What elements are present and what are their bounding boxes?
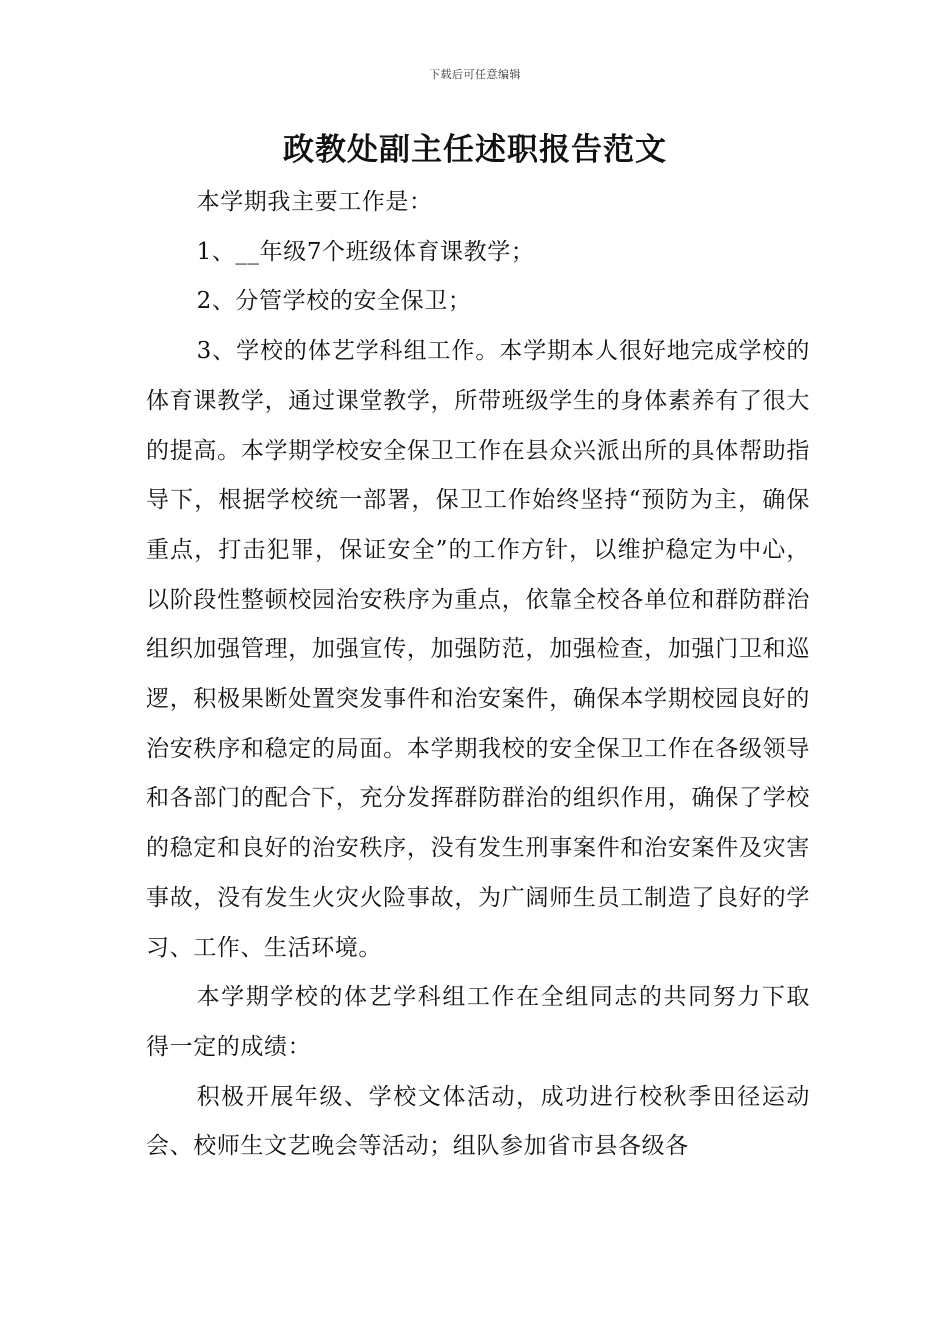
document-title: 政教处副主任述职报告范文 bbox=[283, 132, 667, 168]
paragraph-achievements-intro: 本学期学校的体艺学科组工作在全组同志的共同努力下取得一定的成绩： bbox=[146, 984, 810, 1060]
paragraph-intro: 本学期我主要工作是： bbox=[196, 189, 433, 215]
document-body bbox=[146, 178, 810, 1172]
paragraph-item-2: 2、分管学校的安全保卫； bbox=[196, 288, 472, 315]
paragraph-activities: 积极开展年级、学校文体活动，成功进行校秋季田径运动会、校师生文艺晚会等活动；组队参加省市县各级各 bbox=[146, 1083, 810, 1160]
paragraph-item-1: 1、__年级7个班级体育课教学； bbox=[196, 238, 535, 265]
header-note: 下载后可任意编辑 bbox=[429, 68, 521, 81]
paragraph-item-3: 3、学校的体艺学科组工作。本学期本人很好地完成学校的体育课教学，通过课堂教学，所带班级学生的身体素养有了很大的提高。本学期学校安全保卫工作在县众兴派出所的具体帮助指导下，根据学校统一部署，保卫工作始终坚持“预防为主，确保重点，打击犯罪，保证安全”的工作方针，以维护稳定为中心，以阶段性整顿校园治安秩序为重点，依靠全校各单位和群防群治组织加强管理，加强宣传，加强防范，加强检查，加强门卫和巡逻，积极果断处置突发事件和治安案件，确保本学期校园良好的治安秩序和稳定的局面。本学期我校的安全保卫工作在各级领导和各部门的配合下，充分发挥群防群治的组织作用，确保了学校的稳定和良好的治安秩序，没有发生刑事案件和治安案件及灾害事故，没有发生火灾火险事故，为广阔师生员工制造了良好的学习、工作、生活环境。 bbox=[146, 338, 810, 961]
